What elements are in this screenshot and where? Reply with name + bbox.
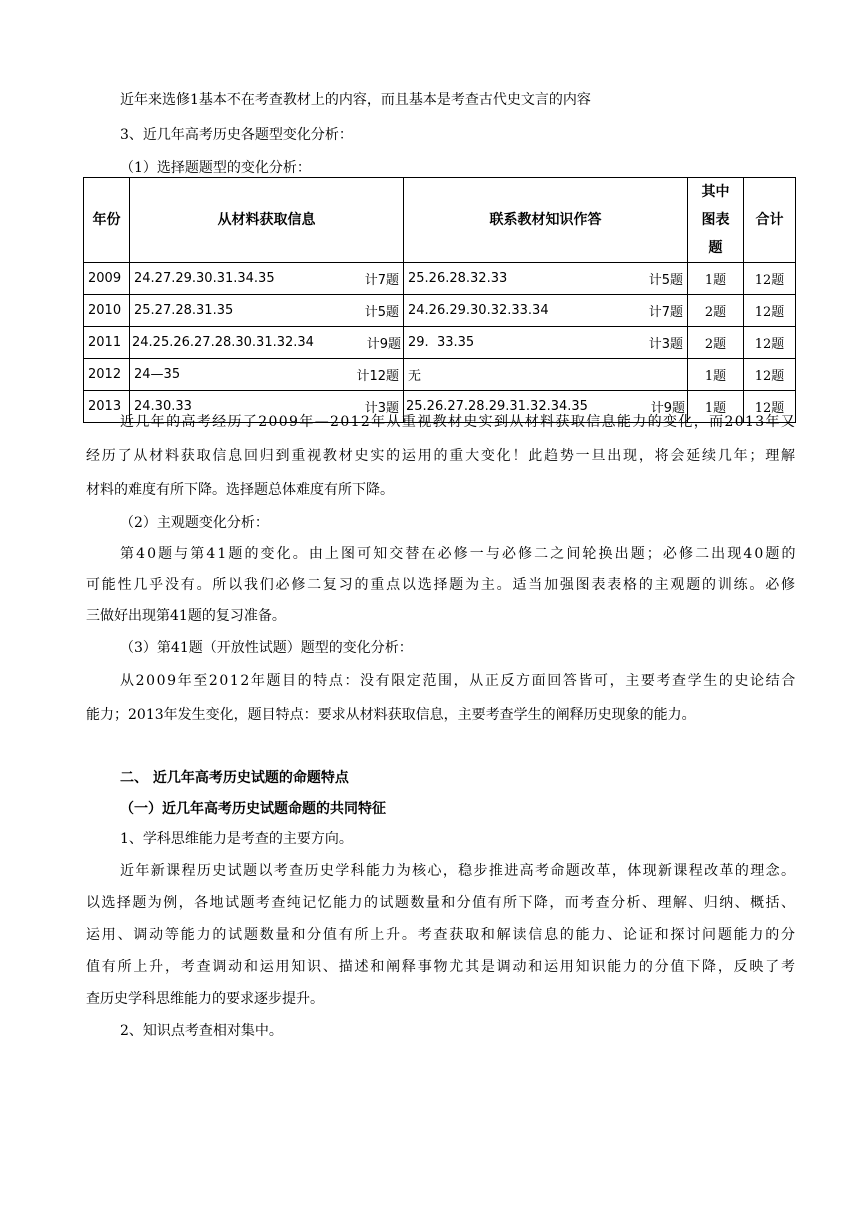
material-items: 24.30.33 (134, 399, 192, 414)
header-textbook: 联系教材知识作答 (404, 178, 688, 263)
total-cell: 12题 (744, 327, 796, 359)
textbook-count: 计7题 (648, 305, 683, 320)
table-header-row (84, 178, 796, 263)
material-count: 计12题 (356, 369, 399, 384)
point1-title: 1、学科思维能力是考查的主要方向。 (120, 831, 353, 847)
year-cell: 2013 (84, 391, 130, 423)
header-year: 年份 (84, 178, 130, 263)
material-cell (130, 295, 404, 327)
para4-line2: 以选择题为例，各地试题考查纯记忆能力的试题数量和分值有所下降，而考查分析、理解、归纳、概括、 (86, 895, 797, 911)
point2-title: 2、知识点考查相对集中。 (120, 1023, 283, 1039)
para2-line3: 三做好出现第41题的复习准备。 (86, 608, 286, 624)
textbook-cell (404, 327, 688, 359)
textbook-count: 计3题 (648, 337, 683, 352)
para1-line3: 材料的难度有所下降。选择题总体难度有所下降。 (86, 482, 394, 498)
textbook-items: 24.26.29.30.32.33.34 (408, 303, 549, 318)
para4-line3: 运用、调动等能力的试题数量和分值有所上升。考查获取和解读信息的能力、论证和探讨问题能力的分 (86, 927, 797, 943)
section3-title: 3、近几年高考历史各题型变化分析： (120, 127, 353, 143)
total-cell: 12题 (744, 391, 796, 423)
para2-line2: 可能性几乎没有。所以我们必修二复习的重点以选择题为主。适当加强图表表格的主观题的训练。必修 (86, 577, 797, 593)
textbook-items: 25.26.28.32.33 (408, 271, 508, 286)
table-row (84, 327, 796, 359)
material-cell (130, 359, 404, 391)
material-items: 24.27.29.30.31.34.35 (134, 271, 275, 286)
chart-cell: 1题 (688, 263, 744, 295)
textbook-items: 29. 33.35 (408, 335, 475, 350)
textbook-count: 计5题 (648, 273, 683, 288)
material-count: 计7题 (364, 273, 399, 288)
year-cell: 2012 (84, 359, 130, 391)
material-count: 计9题 (366, 337, 401, 352)
header-chart: 其中图表题 (688, 178, 744, 263)
para1-line1: 近几年的高考经历了2009年—2012年从重视教材史实到从材料获取信息能力的变化，而2013年又 (120, 414, 797, 430)
sub3-title: （3）第41题（开放性试题）题型的变化分析： (120, 640, 413, 656)
question-type-table (83, 177, 796, 423)
material-cell (130, 263, 404, 295)
total-cell: 12题 (744, 295, 796, 327)
textbook-cell (404, 359, 688, 391)
sub1-title: （1）选择题题型的变化分析： (120, 160, 311, 176)
material-cell (130, 327, 404, 359)
table-row (84, 295, 796, 327)
total-cell: 12题 (744, 263, 796, 295)
para4-line5: 查历史学科思维能力的要求逐步提升。 (86, 991, 324, 1007)
para3-line2: 能力；2013年发生变化，题目特点：要求从材料获取信息，主要考查学生的阐释历史现象的能力。 (86, 707, 696, 723)
para1-line2: 经历了从材料获取信息回归到重视教材史实的运用的重大变化！此趋势一旦出现，将会延续几年；理解 (86, 448, 797, 464)
material-count: 计3题 (364, 401, 399, 416)
chart-cell: 1题 (688, 391, 744, 423)
para4-line4: 值有所上升，考查调动和运用知识、描述和阐释事物尤其是调动和运用知识能力的分值下降，反映了考 (86, 959, 797, 975)
table-row (84, 359, 796, 391)
para2-line1: 第40题与第41题的变化。由上图可知交替在必修一与必修二之间轮换出题；必修二出现40题的 (120, 546, 798, 562)
header-total: 合计 (744, 178, 796, 263)
total-cell: 12题 (744, 359, 796, 391)
textbook-items: 无 (408, 369, 422, 384)
section2-sub-title: （一）近几年高考历史试题命题的共同特征 (120, 801, 386, 817)
year-cell: 2011 (84, 327, 130, 359)
table-row (84, 263, 796, 295)
textbook-items: 25.26.27.28.29.31.32.34.35 (406, 399, 588, 414)
textbook-cell (404, 295, 688, 327)
para4-line1: 近年新课程历史试题以考查历史学科能力为核心，稳步推进高考命题改革，体现新课程改革的理念。 (120, 863, 797, 879)
header-material: 从材料获取信息 (130, 178, 404, 263)
textbook-count: 计9题 (650, 401, 685, 416)
year-cell: 2010 (84, 295, 130, 327)
textbook-cell (404, 263, 688, 295)
chart-cell: 2题 (688, 327, 744, 359)
para3-line1: 从2009年至2012年题目的特点：没有限定范围，从正反方面回答皆可，主要考查学生的史论结合 (120, 673, 797, 689)
section2-title: 二、 近几年高考历史试题的命题特点 (120, 770, 349, 786)
material-items: 25.27.28.31.35 (134, 303, 234, 318)
intro-line: 近年来选修1基本不在考查教材上的内容，而且基本是考查古代史文言的内容 (120, 92, 591, 108)
sub2-title: （2）主观题变化分析： (120, 515, 269, 531)
chart-cell: 2题 (688, 295, 744, 327)
material-items: 24.25.26.27.28.30.31.32.34 (132, 335, 314, 350)
chart-cell: 1题 (688, 359, 744, 391)
year-cell: 2009 (84, 263, 130, 295)
material-items: 24—35 (134, 367, 181, 382)
material-count: 计5题 (364, 305, 399, 320)
